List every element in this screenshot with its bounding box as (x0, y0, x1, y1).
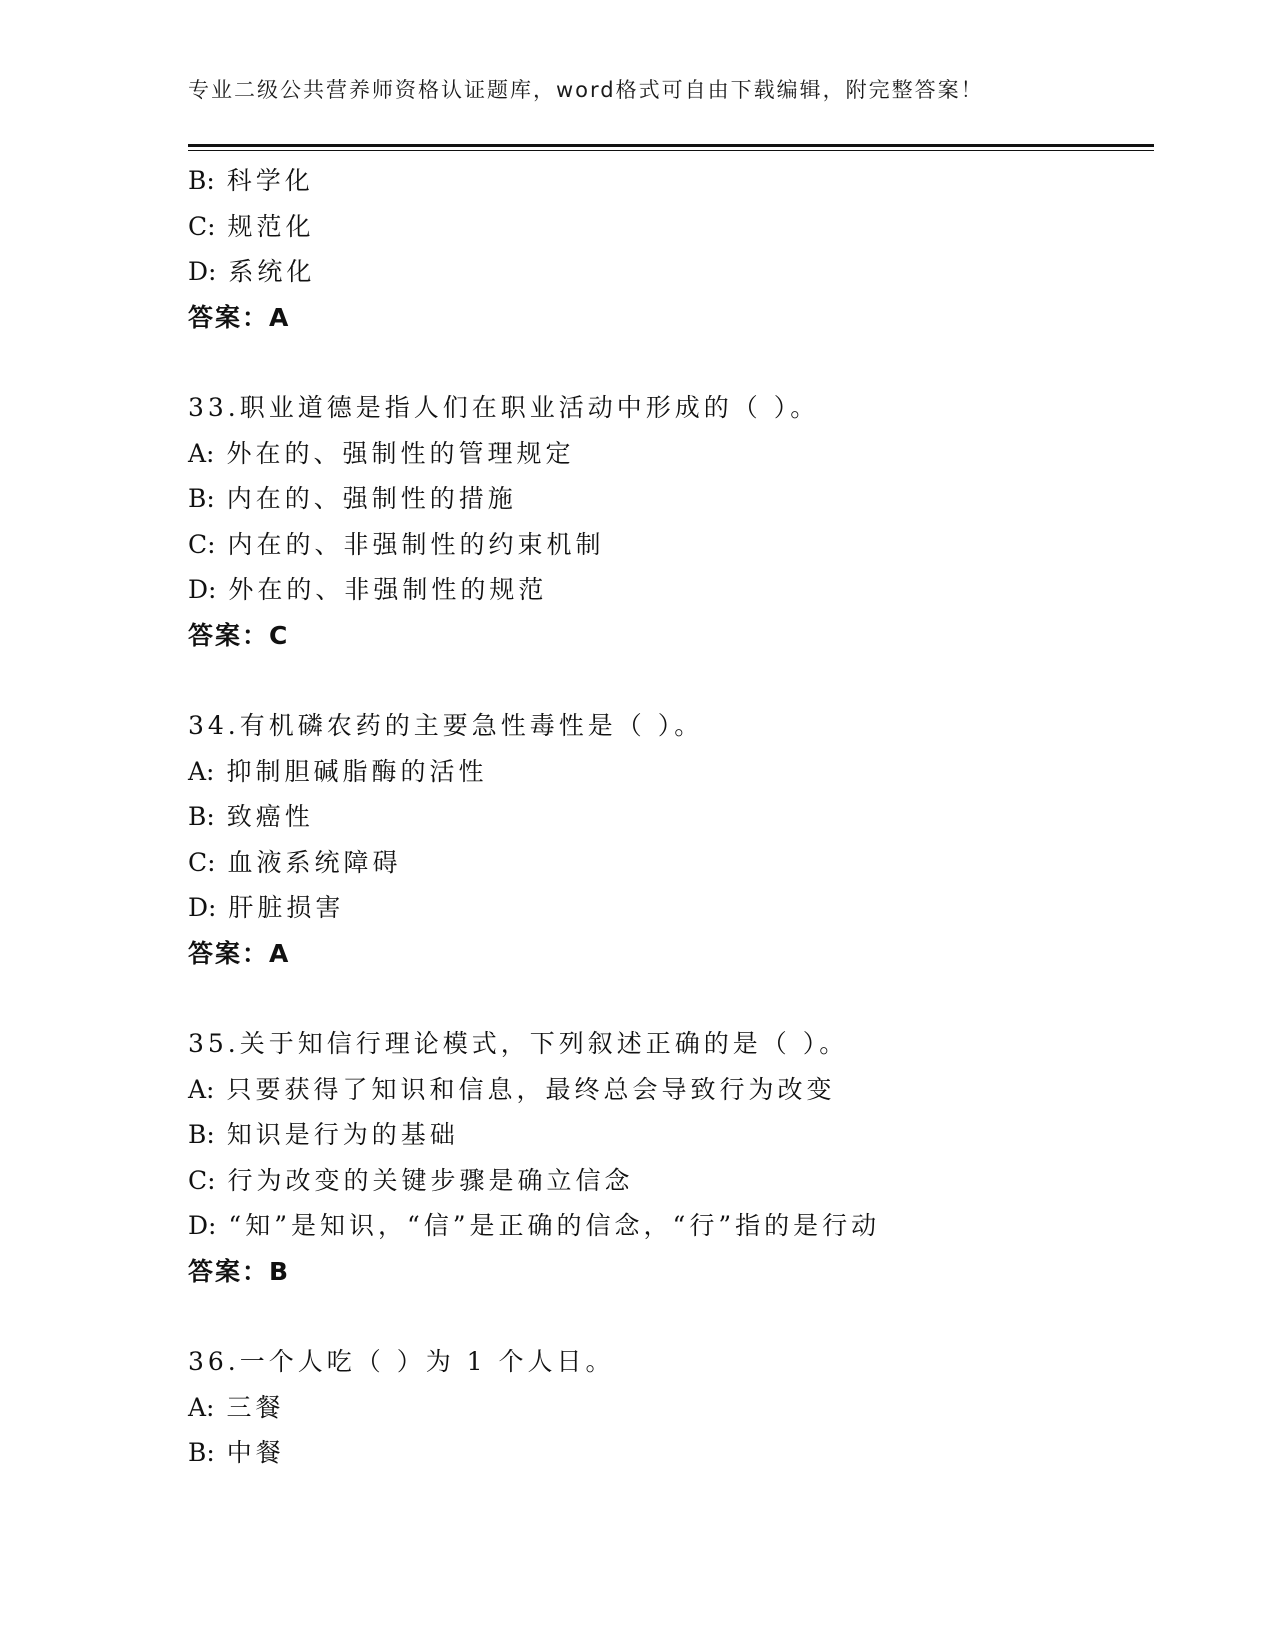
option-letter: D: (188, 893, 217, 922)
answer-line: 答案：A (188, 302, 291, 332)
option-line (188, 204, 1154, 250)
page-header: 专业二级公共营养师资格认证题库，word格式可自由下载编辑，附完整答案！ (188, 78, 984, 102)
option-letter: C: (188, 1165, 216, 1195)
option-letter: C: (188, 529, 216, 559)
option-letter: B: (188, 1438, 215, 1467)
header-rule-thick (188, 144, 1154, 147)
option-text: 致癌性 (226, 802, 314, 831)
option-letter: B: (188, 166, 215, 195)
option-letter: B: (188, 1120, 215, 1149)
option-line (188, 522, 1154, 568)
option-line (188, 1112, 1154, 1158)
option-line (188, 431, 1154, 477)
continued-question (188, 158, 1154, 340)
option-line (188, 1158, 1154, 1204)
option-letter: D: (188, 1211, 217, 1240)
option-text: 只要获得了知识和信息，最终总会导致行为改变 (226, 1074, 836, 1104)
option-letter: B: (188, 802, 215, 831)
option-text: 内在的、非强制性的约束机制 (227, 529, 605, 559)
option-text: 中餐 (226, 1438, 285, 1467)
option-text: 肝脏损害 (228, 893, 345, 922)
question-block (188, 385, 1154, 658)
option-text: 外在的、非强制性的规范 (228, 575, 548, 604)
option-line (188, 476, 1154, 522)
question-stem: 35.关于知信行理论模式，下列叙述正确的是（ ）。 (188, 1029, 849, 1058)
option-letter: D: (188, 575, 217, 604)
option-line (188, 1203, 1154, 1249)
header-rule-thin (188, 150, 1154, 151)
option-letter: A: (188, 756, 215, 786)
spacer (188, 658, 1154, 703)
option-line (188, 1430, 1154, 1476)
option-letter: C: (188, 211, 216, 241)
option-text: 科学化 (226, 166, 314, 195)
option-line (188, 840, 1154, 886)
answer-line: 答案：B (188, 1256, 291, 1286)
option-text: 外在的、强制性的管理规定 (226, 438, 575, 468)
question-stem: 34.有机磷农药的主要急性毒性是（ ）。 (188, 711, 704, 740)
option-line (188, 885, 1154, 931)
option-line (188, 1385, 1154, 1431)
question-block (188, 1339, 1154, 1476)
option-line (188, 158, 1154, 204)
option-text: 行为改变的关键步骤是确立信念 (227, 1165, 634, 1195)
question-stem: 36.一个人吃（ ）为 1 个人日。 (188, 1347, 615, 1376)
option-text: 血液系统障碍 (227, 847, 402, 877)
spacer (188, 976, 1154, 1021)
answer-line: 答案：C (188, 620, 290, 650)
option-line (188, 749, 1154, 795)
spacer (188, 340, 1154, 385)
option-line (188, 1067, 1154, 1113)
option-text: 系统化 (228, 257, 316, 286)
option-line (188, 794, 1154, 840)
option-text: 规范化 (227, 211, 315, 241)
option-text: “知”是知识，“信”是正确的信念，“行”指的是行动 (228, 1211, 881, 1240)
option-line (188, 567, 1154, 613)
option-letter: B: (188, 484, 215, 513)
option-letter: C: (188, 847, 216, 877)
question-content (188, 158, 1154, 1476)
option-text: 三餐 (226, 1392, 285, 1422)
option-letter: A: (188, 1392, 215, 1422)
question-block (188, 703, 1154, 976)
question-block (188, 1021, 1154, 1294)
option-text: 抑制胆碱脂酶的活性 (226, 756, 488, 786)
option-line (188, 249, 1154, 295)
answer-line: 答案：A (188, 938, 291, 968)
spacer (188, 1294, 1154, 1339)
option-text: 内在的、强制性的措施 (226, 484, 517, 513)
option-letter: A: (188, 438, 215, 468)
option-text: 知识是行为的基础 (226, 1120, 459, 1149)
question-stem: 33.职业道德是指人们在职业活动中形成的（ ）。 (188, 393, 820, 422)
option-letter: A: (188, 1074, 215, 1104)
option-letter: D: (188, 257, 217, 286)
